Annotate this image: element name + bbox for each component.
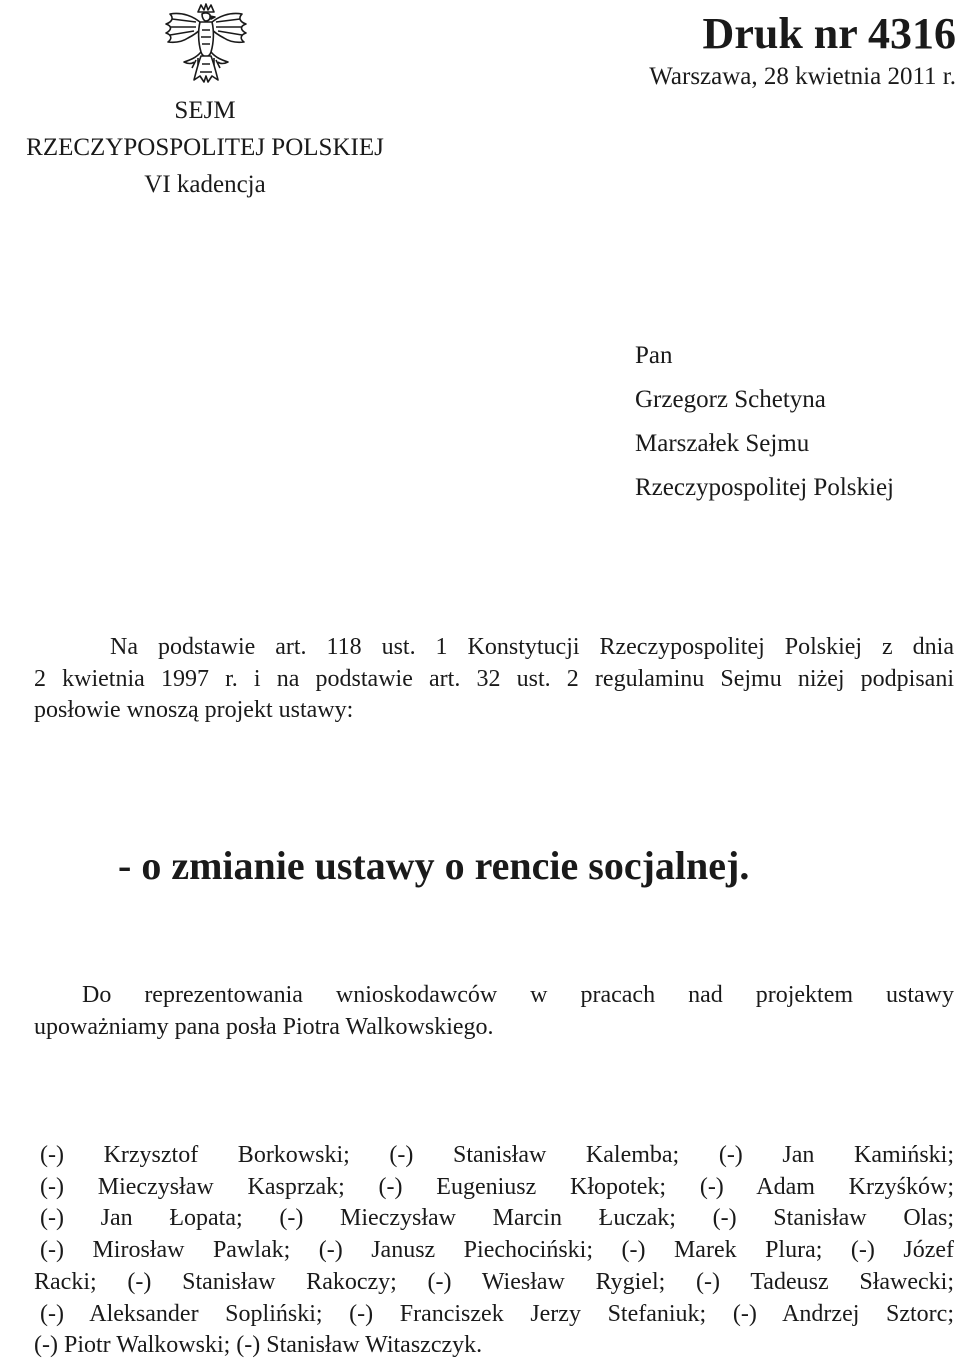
addressee-title2: Rzeczypospolitej Polskiej xyxy=(635,474,894,501)
intro-paragraph xyxy=(34,632,954,727)
addressee-salutation: Pan xyxy=(635,342,673,369)
signatories-line: (-) Aleksander Sopliński; (-) Franciszek Jerzy Stefaniuk; (-) Andrzej Sztorc; xyxy=(40,1300,954,1327)
signatories-line: (-) Krzysztof Borkowski; (-) Stanisław Kalemba; (-) Jan Kamiński; xyxy=(40,1142,954,1168)
addressee-name: Grzegorz Schetyna xyxy=(635,386,826,413)
term: VI kadencja xyxy=(144,171,266,198)
representation-paragraph xyxy=(34,980,954,1043)
signatories-line: (-) Jan Łopata; (-) Mieczysław Marcin Łuczak; (-) Stanisław Olas; xyxy=(40,1205,954,1232)
project-title: - o zmianie ustawy o rencie socjalnej. xyxy=(118,843,750,888)
print-number: Druk nr 4316 xyxy=(702,9,956,58)
signatories-line: Racki; (-) Stanisław Rakoczy; (-) Wiesław Rygiel; (-) Tadeusz Sławecki; xyxy=(34,1268,954,1295)
institution-header xyxy=(0,92,410,203)
intro-line: 2 kwietnia 1997 r. i na podstawie art. 32 ust. 2 regulaminu Sejmu niżej podpisani xyxy=(34,665,954,692)
polish-eagle-emblem-icon xyxy=(158,2,254,84)
signatories-line: (-) Mirosław Pawlak; (-) Janusz Piechociński; (-) Marek Plura; (-) Józef xyxy=(40,1237,954,1264)
institution-line1: SEJM xyxy=(174,97,236,124)
intro-line: Na podstawie art. 118 ust. 1 Konstytucji Rzeczypospolitej Polskiej z dnia xyxy=(110,634,954,660)
place-date: Warszawa, 28 kwietnia 2011 r. xyxy=(649,63,956,90)
signatories-list xyxy=(34,1140,954,1362)
intro-line: posłowie wnoszą projekt ustawy: xyxy=(34,697,354,723)
representation-line: upoważniamy pana posła Piotra Walkowskiego. xyxy=(34,1013,494,1040)
signatories-line: (-) Mieczysław Kasprzak; (-) Eugeniusz Kłopotek; (-) Adam Krzyśków; xyxy=(40,1173,954,1200)
addressee-block xyxy=(635,334,894,510)
signatories-line: (-) Piotr Walkowski; (-) Stanisław Witaszczyk. xyxy=(34,1332,483,1359)
institution-line2: RZECZYPOSPOLITEJ POLSKIEJ xyxy=(26,134,384,161)
addressee-title: Marszałek Sejmu xyxy=(635,430,810,457)
representation-line: Do reprezentowania wnioskodawców w pracach nad projektem ustawy xyxy=(82,982,954,1008)
